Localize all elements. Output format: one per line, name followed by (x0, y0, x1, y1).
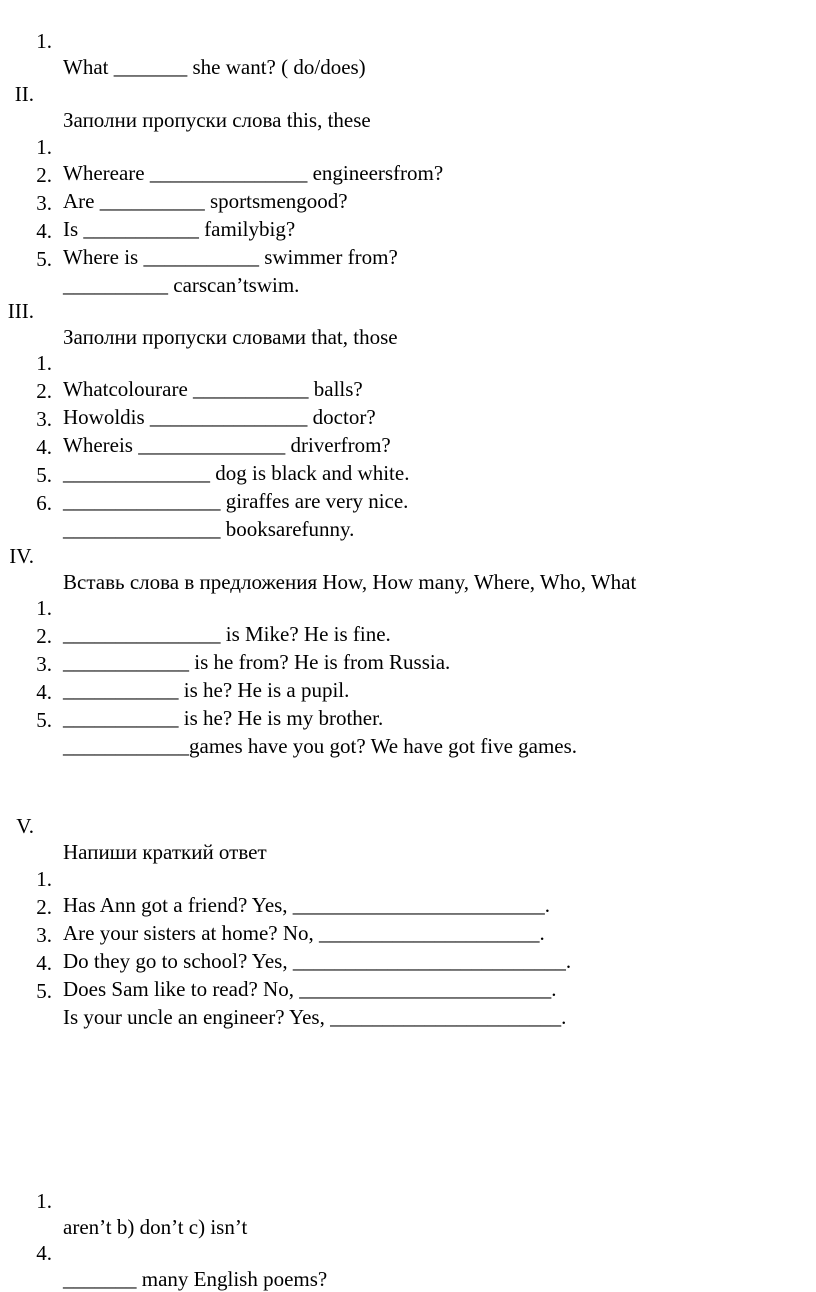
item-text: ______________ dog is black and white. (63, 461, 410, 485)
item-number: 1. (36, 596, 52, 620)
item-number: 5. (36, 247, 52, 271)
item-number: 5. (36, 463, 52, 487)
item-number: 1. (36, 867, 52, 891)
item-text: _______________ booksarefunny. (63, 517, 355, 541)
item-number: 4. (36, 951, 52, 975)
item-number: 5. (36, 979, 52, 1003)
item-number: 6. (36, 491, 52, 515)
item-text: _______________ is Mike? He is fine. (63, 622, 391, 646)
section-title: Заполни пропуски слова this, these (63, 108, 371, 132)
item-text: _______________ giraffes are very nice. (63, 489, 409, 513)
item-text: _______ many English poems? (63, 1267, 328, 1291)
item-text: Howoldis _______________ doctor? (63, 405, 376, 429)
item-text: Has Ann got a friend? Yes, ________________________. (63, 893, 551, 917)
item-text: ____________games have you got? We have got five games. (63, 734, 578, 758)
item-text: ____________ is he from? He is from Russia. (63, 650, 451, 674)
item-number: 4. (36, 1241, 52, 1265)
item-number: 1. (36, 29, 52, 53)
item-text: Where is ___________ swimmer from? (63, 245, 398, 269)
item-number: 5. (36, 708, 52, 732)
item-number: 4. (36, 219, 52, 243)
item-text: Is ___________ familybig? (63, 217, 296, 241)
item-text: Are __________ sportsmengood? (63, 189, 348, 213)
item-text: Whereis ______________ driverfrom? (63, 433, 391, 457)
item-text: Whatcolourare ___________ balls? (63, 377, 363, 401)
section-title: Напиши краткий ответ (63, 840, 267, 864)
item-number: 3. (36, 652, 52, 676)
item-number: 1. (36, 351, 52, 375)
item-text: Do they go to school? Yes, __________________________. (63, 949, 572, 973)
item-number: 2. (36, 163, 52, 187)
item-text: ___________ is he? He is a pupil. (63, 678, 350, 702)
item-number: 2. (36, 624, 52, 648)
section-number: II. (14, 82, 34, 106)
item-text: Are your sisters at home? No, _____________________. (63, 921, 545, 945)
item-text: __________ carscan’tswim. (63, 273, 300, 297)
item-number: 1. (36, 1189, 52, 1213)
item-text: Does Sam like to read? No, ________________________. (63, 977, 557, 1001)
item-number: 3. (36, 407, 52, 431)
section-title: Заполни пропуски словами that, those (63, 325, 398, 349)
item-text: Is your uncle an engineer? Yes, ______________________. (63, 1005, 567, 1029)
item-text: What _______ she want? ( do/does) (63, 55, 366, 79)
item-number: 4. (36, 680, 52, 704)
item-number: 3. (36, 923, 52, 947)
item-text: aren’t b) don’t c) isn’t (63, 1215, 248, 1239)
item-text: Whereare _______________ engineersfrom? (63, 161, 444, 185)
section-number: III. (7, 299, 34, 323)
section-title: Вставь слова в предложения How, How many, Where, Who, What (63, 570, 637, 594)
section-number: V. (16, 814, 34, 838)
item-number: 2. (36, 895, 52, 919)
item-number: 1. (36, 135, 52, 159)
item-number: 4. (36, 435, 52, 459)
item-text: ___________ is he? He is my brother. (63, 706, 384, 730)
item-number: 3. (36, 191, 52, 215)
item-number: 2. (36, 379, 52, 403)
section-number: IV. (9, 544, 34, 568)
